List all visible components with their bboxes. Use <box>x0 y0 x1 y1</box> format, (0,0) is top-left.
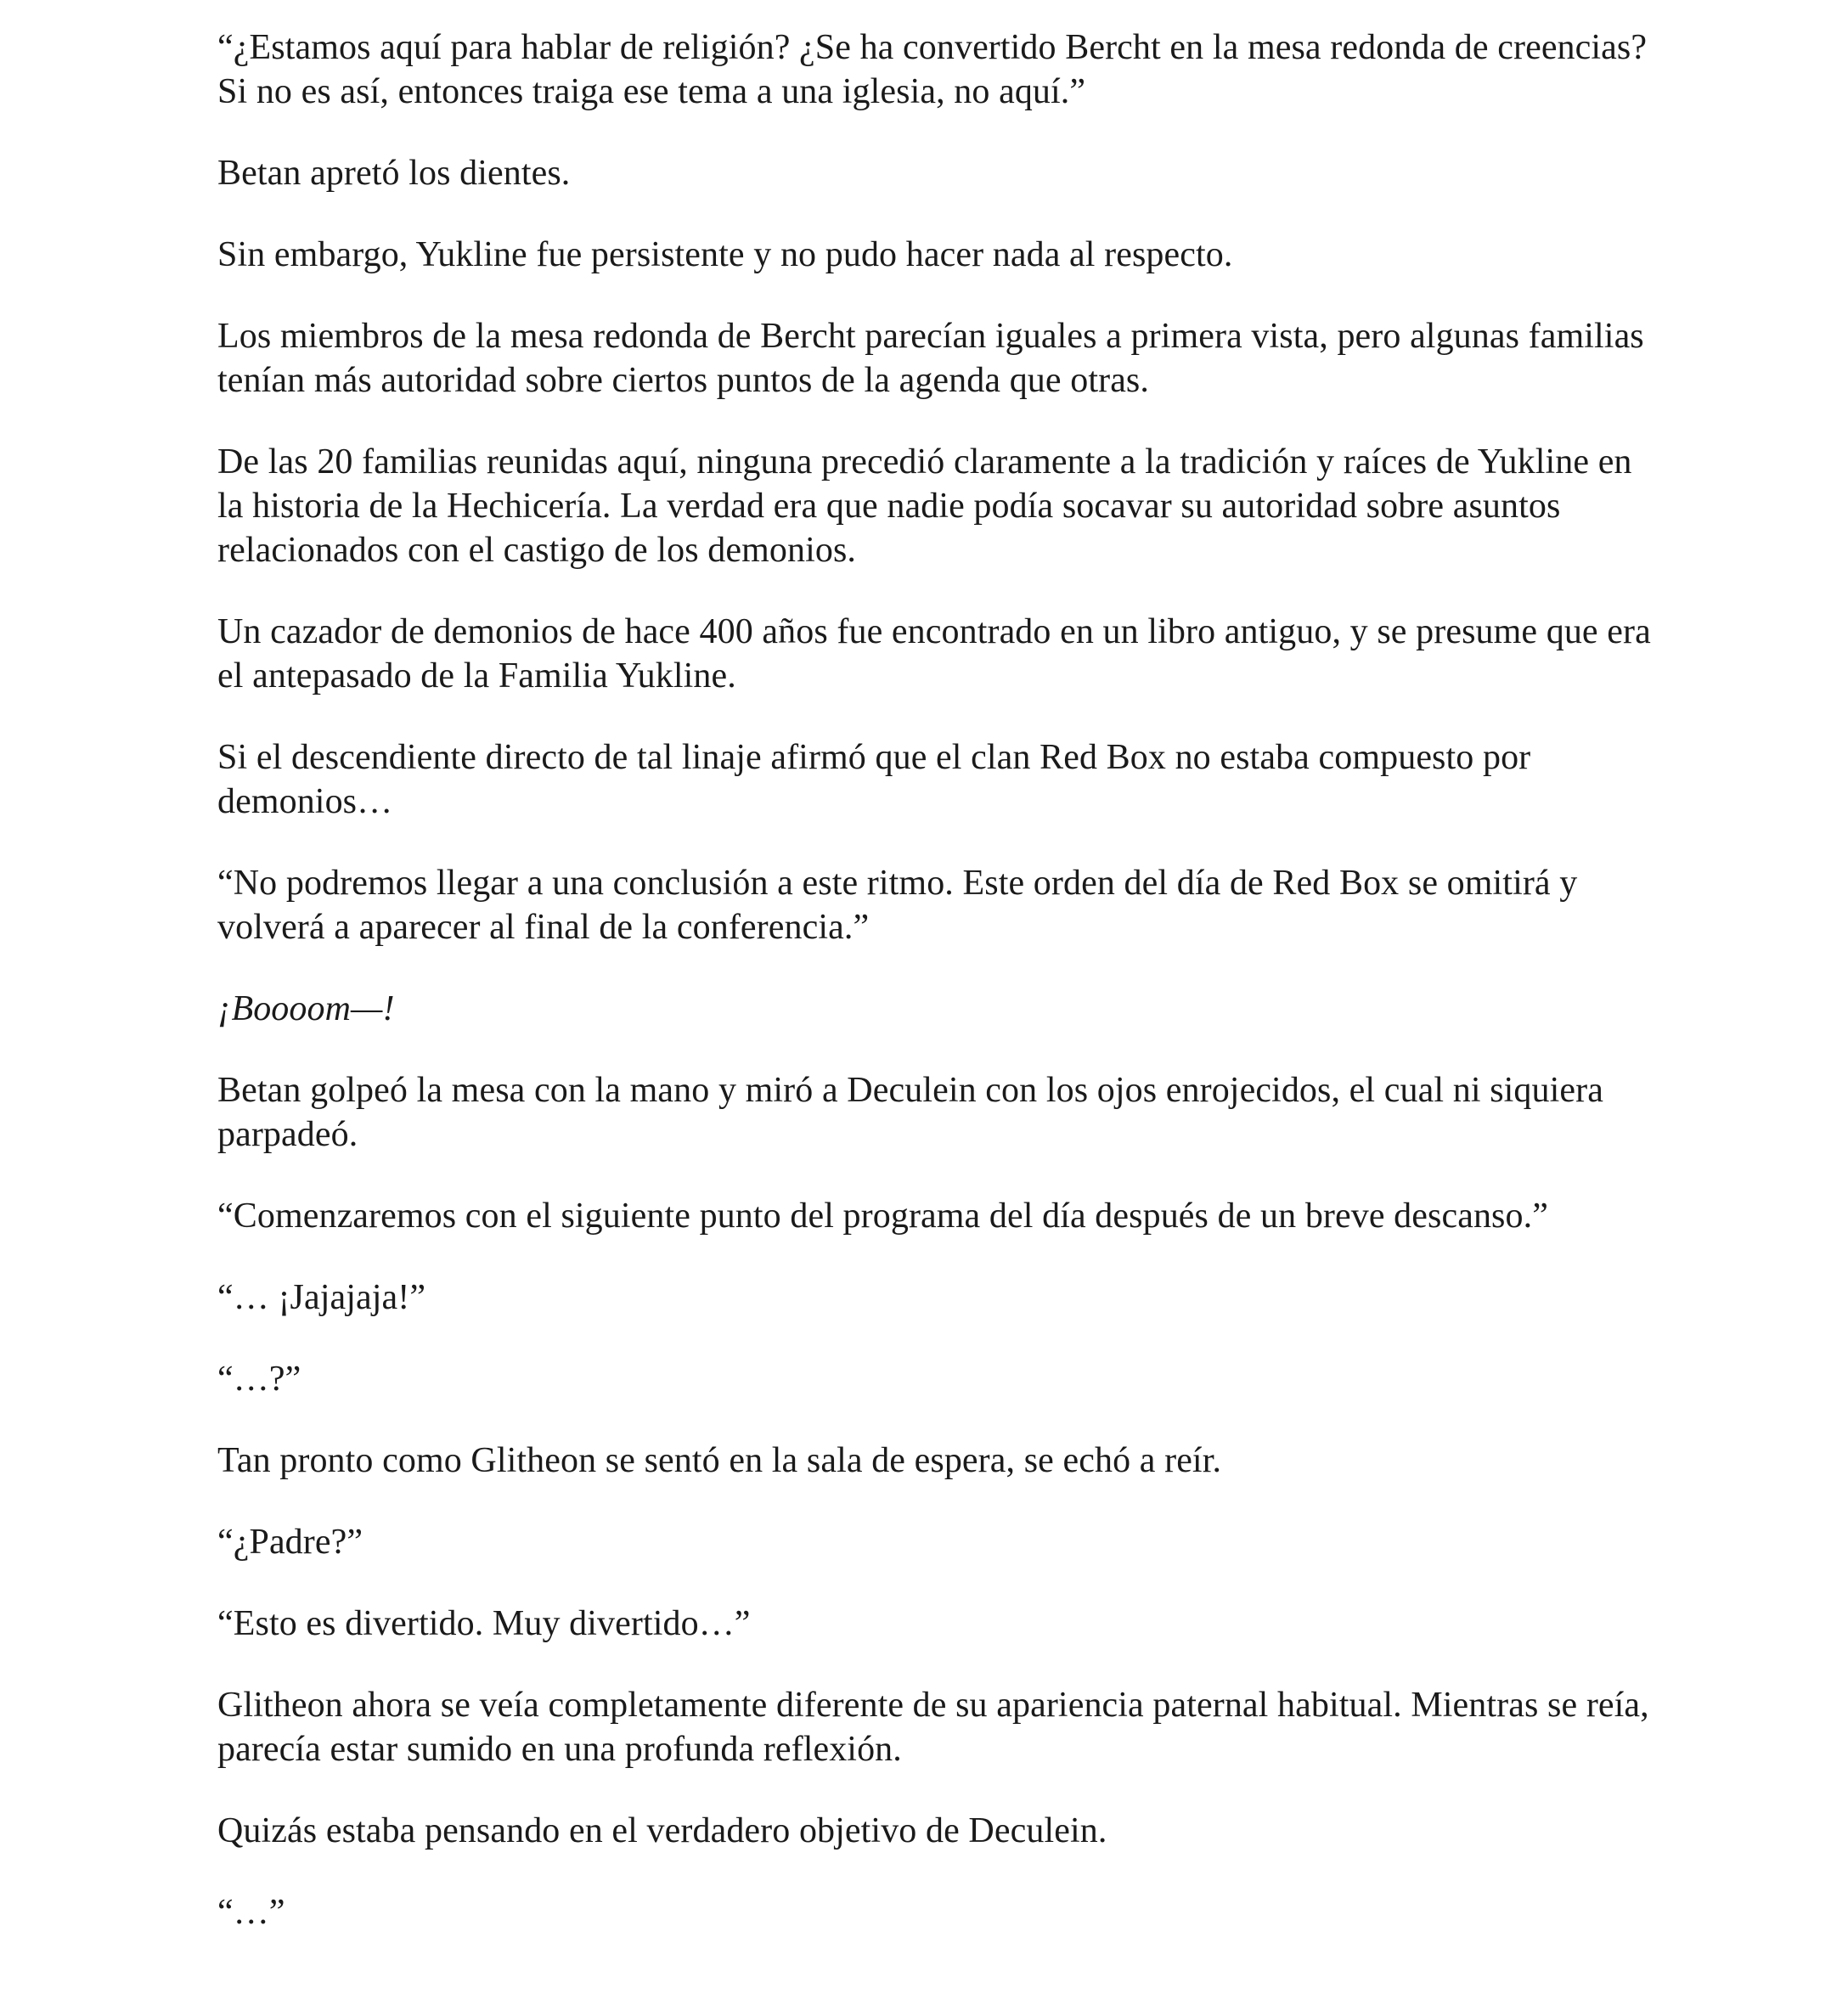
sound-effect-paragraph: ¡Boooom—! <box>217 989 395 1028</box>
narrative-paragraph: Los miembros de la mesa redonda de Bercht parecían iguales a primera vista, pero algunas familias tenían más autoridad sobre ciertos puntos de la agenda que otras. <box>217 317 1644 400</box>
document-page <box>217 25 1653 1972</box>
narrative-paragraph: De las 20 familias reunidas aquí, ninguna precedió claramente a la tradición y raíces de Yukline en la historia de la Hechicería. La verdad era que nadie podía socavar su autoridad sobre asuntos relacionados con el castigo de los demonios. <box>217 442 1632 570</box>
dialogue-paragraph: “…” <box>217 1893 285 1932</box>
dialogue-paragraph: “¿Padre?” <box>217 1523 363 1562</box>
narrative-paragraph: Quizás estaba pensando en el verdadero objetivo de Deculein. <box>217 1811 1107 1850</box>
narrative-paragraph: Un cazador de demonios de hace 400 años fue encontrado en un libro antiguo, y se presume que era el antepasado de la Familia Yukline. <box>217 612 1651 695</box>
dialogue-paragraph: “¿Estamos aquí para hablar de religión? ¿Se ha convertido Bercht en la mesa redonda de creencias? Si no es así, entonces traiga ese tema a una iglesia, no aquí.” <box>217 28 1648 111</box>
dialogue-paragraph: “Comenzaremos con el siguiente punto del programa del día después de un breve descanso.” <box>217 1197 1548 1236</box>
narrative-paragraph: Betan golpeó la mesa con la mano y miró a Deculein con los ojos enrojecidos, el cual ni siquiera parpadeó. <box>217 1071 1603 1154</box>
dialogue-paragraph: “Esto es divertido. Muy divertido…” <box>217 1604 751 1643</box>
narrative-paragraph: Glitheon ahora se veía completamente diferente de su apariencia paternal habitual. Mientras se reía, parecía estar sumido en una profunda reflexión. <box>217 1686 1649 1769</box>
narrative-paragraph: Sin embargo, Yukline fue persistente y no pudo hacer nada al respecto. <box>217 235 1233 274</box>
dialogue-paragraph: “… ¡Jajajaja!” <box>217 1278 426 1317</box>
narrative-paragraph: Si el descendiente directo de tal linaje afirmó que el clan Red Box no estaba compuesto por demonios… <box>217 738 1531 821</box>
narrative-paragraph: Betan apretó los dientes. <box>217 154 571 193</box>
dialogue-paragraph: “…?” <box>217 1360 301 1399</box>
narrative-paragraph: Tan pronto como Glitheon se sentó en la sala de espera, se echó a reír. <box>217 1441 1222 1480</box>
dialogue-paragraph: “No podremos llegar a una conclusión a este ritmo. Este orden del día de Red Box se omitirá y volverá a aparecer al final de la conferencia.” <box>217 864 1578 947</box>
